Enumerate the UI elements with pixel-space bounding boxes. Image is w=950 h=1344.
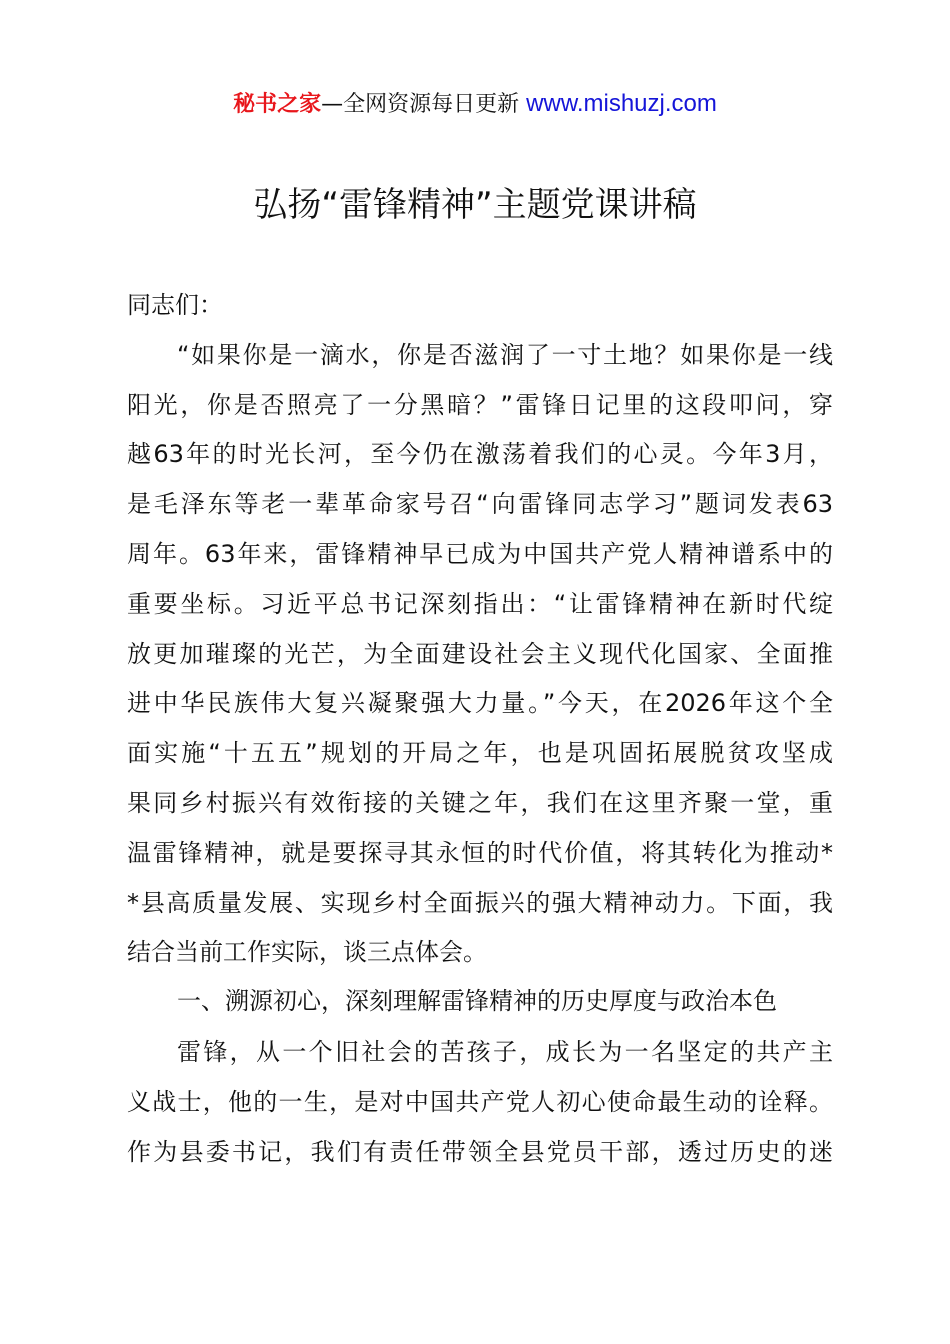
section-heading: 一、溯源初心，深刻理解雷锋精神的历史厚度与政治本色	[177, 988, 777, 1016]
paragraph-line: 越63年的时光长河，至今仍在激荡着我们的心灵。今年3月，	[127, 440, 833, 469]
paragraph-line: 温雷锋精神，就是要探寻其永恒的时代价值，将其转化为推动*	[127, 838, 833, 867]
document-title: 弘扬“雷锋精神”主题党课讲稿	[253, 185, 697, 225]
brand-name: 秘书之家	[233, 92, 322, 117]
paragraph-line: 放更加璀璨的光芒，为全面建设社会主义现代化国家、全面推	[127, 639, 833, 668]
paragraph-line: 进中华民族伟大复兴凝聚强大力量。”今天，在2026年这个全	[127, 689, 833, 718]
paragraph-line: 作为县委书记，我们有责任带领全县党员干部，透过历史的迷	[127, 1137, 833, 1166]
paragraph-line: “如果你是一滴水，你是否滋润了一寸土地？如果你是一线	[177, 340, 833, 369]
paragraph-line: 义战士，他的一生，是对中国共产党人初心使命最生动的诠释。	[127, 1087, 833, 1116]
paragraph-line: 周年。63年来，雷锋精神早已成为中国共产党人精神谱系中的	[127, 539, 833, 568]
salutation: 同志们：	[127, 291, 223, 319]
paragraph-line: *县高质量发展、实现乡村全面振兴的强大精神动力。下面，我	[127, 888, 833, 917]
paragraph-line: 是毛泽东等老一辈革命家号召“向雷锋同志学习”题词发表63	[127, 490, 833, 519]
paragraph-line: 结合当前工作实际，谈三点体会。	[127, 938, 487, 967]
site-url-link[interactable]: www.mishuzj.com	[526, 90, 717, 117]
site-banner	[0, 88, 950, 121]
paragraph-line: 面实施“十五五”规划的开局之年，也是巩固拓展脱贫攻坚成	[127, 739, 833, 768]
document-body	[127, 285, 833, 1181]
banner-tagline: —全网资源每日更新	[321, 92, 520, 117]
paragraph-line: 果同乡村振兴有效衔接的关键之年，我们在这里齐聚一堂，重	[127, 788, 833, 817]
paragraph-line: 雷锋，从一个旧社会的苦孩子，成长为一名坚定的共产主	[177, 1037, 833, 1066]
paragraph-line: 阳光，你是否照亮了一分黑暗？”雷锋日记里的这段叩问，穿	[127, 390, 833, 419]
paragraph-line: 重要坐标。习近平总书记深刻指出：“让雷锋精神在新时代绽	[127, 589, 833, 618]
